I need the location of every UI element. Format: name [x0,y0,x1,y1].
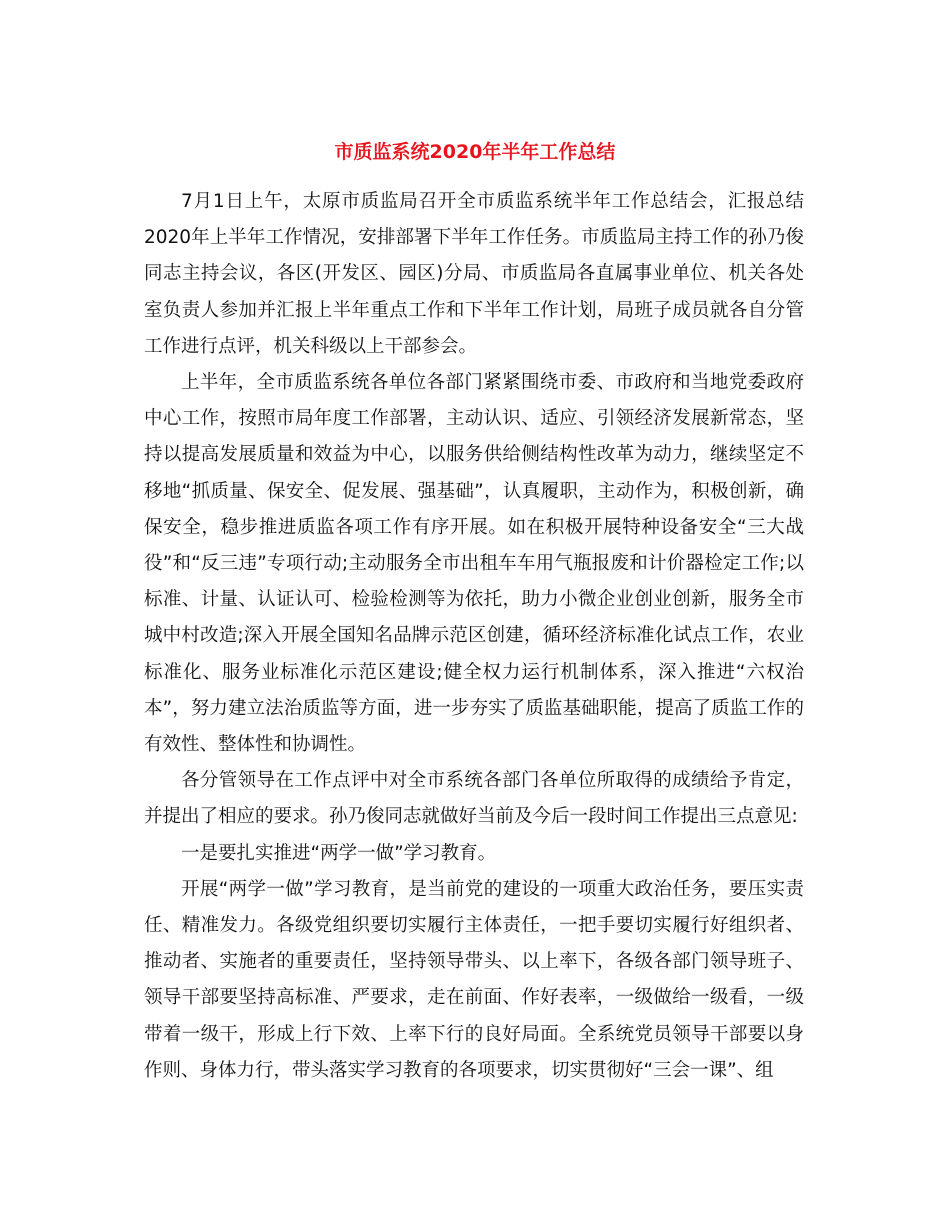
document-body [144,184,804,1089]
paragraph-5: 开展“两学一做”学习教育，是当前党的建设的一项重大政治任务，要压实责任、精准发力。各级党组织要切实履行主体责任，一把手要切实履行好组织者、推动者、实施者的重要责任，坚持领导带头、以上率下，各级各部门领导班子、领导干部要坚持高标准、严要求，走在前面、作好表率，一级做给一级看，一级带着一级干，形成上行下效、上率下行的良好局面。全系统党员领导干部要以身作则、身体力行，带头落实学习教育的各项要求，切实贯彻好“三会一课”、组 [144,878,804,1081]
paragraph-2: 上半年，全市质监系统各单位各部门紧紧围绕市委、市政府和当地党委政府中心工作，按照市局年度工作部署，主动认识、适应、引领经济发展新常态，坚持以提高发展质量和效益为中心，以服务供给侧结构性改革为动力，继续坚定不移地“抓质量、保安全、促发展、强基础”，认真履职，主动作为，积极创新，确保安全，稳步推进质监各项工作有序开展。如在积极开展特种设备安全“三大战役”和“反三违”专项行动;主动服务全市出租车车用气瓶报废和计价器检定工作;以标准、计量、认证认可、检验检测等为依托，助力小微企业创业创新，服务全市城中村改造;深入开展全国知名品牌示范区创建，循环经济标准化试点工作，农业标准化、服务业标准化示范区建设;健全权力运行机制体系，深入推进“六权治本”，努力建立法治质监等方面，进一步夯实了质监基础职能，提高了质监工作的有效性、整体性和协调性。 [144,372,804,756]
paragraph-1: 7月1日上午，太原市质监局召开全市质监系统半年工作总结会，汇报总结2020年上半年工作情况，安排部署下半年工作任务。市质监局主持工作的孙乃俊同志主持会议，各区(开发区、园区)分局、市质监局各直属事业单位、机关各处室负责人参加并汇报上半年重点工作和下半年工作计划，局班子成员就各自分管工作进行点评，机关科级以上干部参会。 [144,191,804,357]
paragraph-4: 一是要扎实推进“两学一做”学习教育。 [181,842,497,864]
paragraph-3: 各分管领导在工作点评中对全市系统各部门各单位所取得的成绩给予肯定，并提出了相应的要求。孙乃俊同志就做好当前及今后一段时间工作提出三点意见: [144,770,804,828]
document-title: 市质监系统2020年半年工作总结 [334,141,616,163]
